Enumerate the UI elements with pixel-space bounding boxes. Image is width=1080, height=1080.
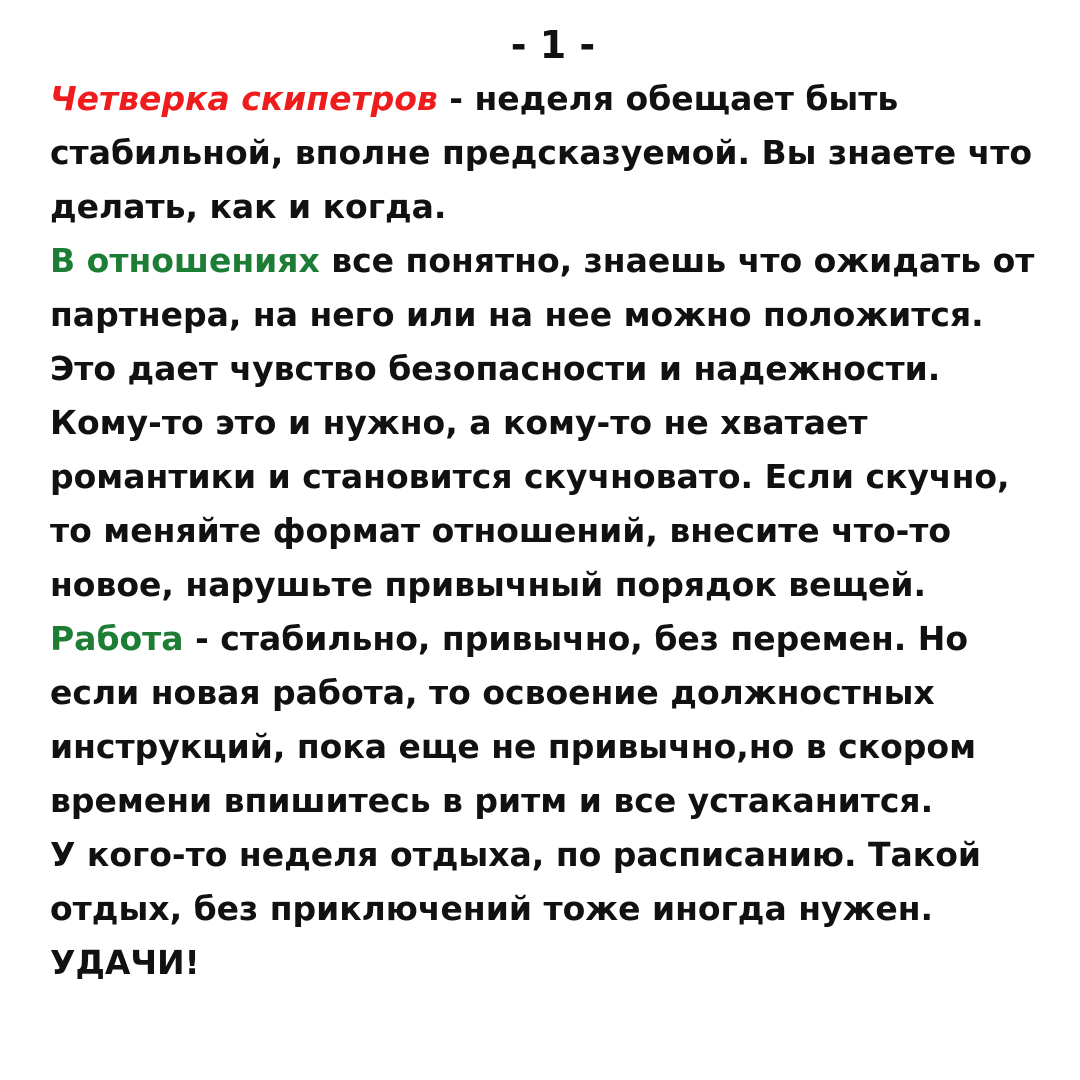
relationships-text: все понятно, знаешь что ожидать от партнера, на него или на нее можно положится. Это дает чувство безопасности и надежности. Кому-то это и нужно, а кому-то не хватает романтики и становится скучновато. Если скучно, то меняйте формат отношений, внесите что-то новое, нарушьте привычный порядок вещей.	[50, 241, 1035, 604]
work-keyword: Работа	[50, 619, 184, 658]
intro-text: - неделя обещает быть стабильной, вполне предсказуемой. Вы знаете что делать, как и когда.	[50, 79, 1033, 226]
card-name-keyword: Четверка скипетров	[50, 79, 438, 118]
rest-text: У кого-то неделя отдыха, по расписанию. Такой отдых, без приключений тоже иногда нужен.	[50, 835, 981, 928]
intro-paragraph	[50, 72, 1036, 234]
work-paragraph	[50, 612, 1036, 828]
closing-wish: УДАЧИ!	[50, 943, 200, 982]
forecast-text	[50, 72, 1036, 990]
relationships-keyword: В отношениях	[50, 241, 320, 280]
relationships-paragraph	[50, 234, 1036, 612]
rest-paragraph	[50, 828, 1036, 936]
work-text: - стабильно, привычно, без перемен. Но если новая работа, то освоение должностных инструкций, пока еще не привычно,но в скором времени впишитесь в ритм и все устаканится.	[50, 619, 977, 820]
page-number: - 1 -	[510, 23, 596, 67]
